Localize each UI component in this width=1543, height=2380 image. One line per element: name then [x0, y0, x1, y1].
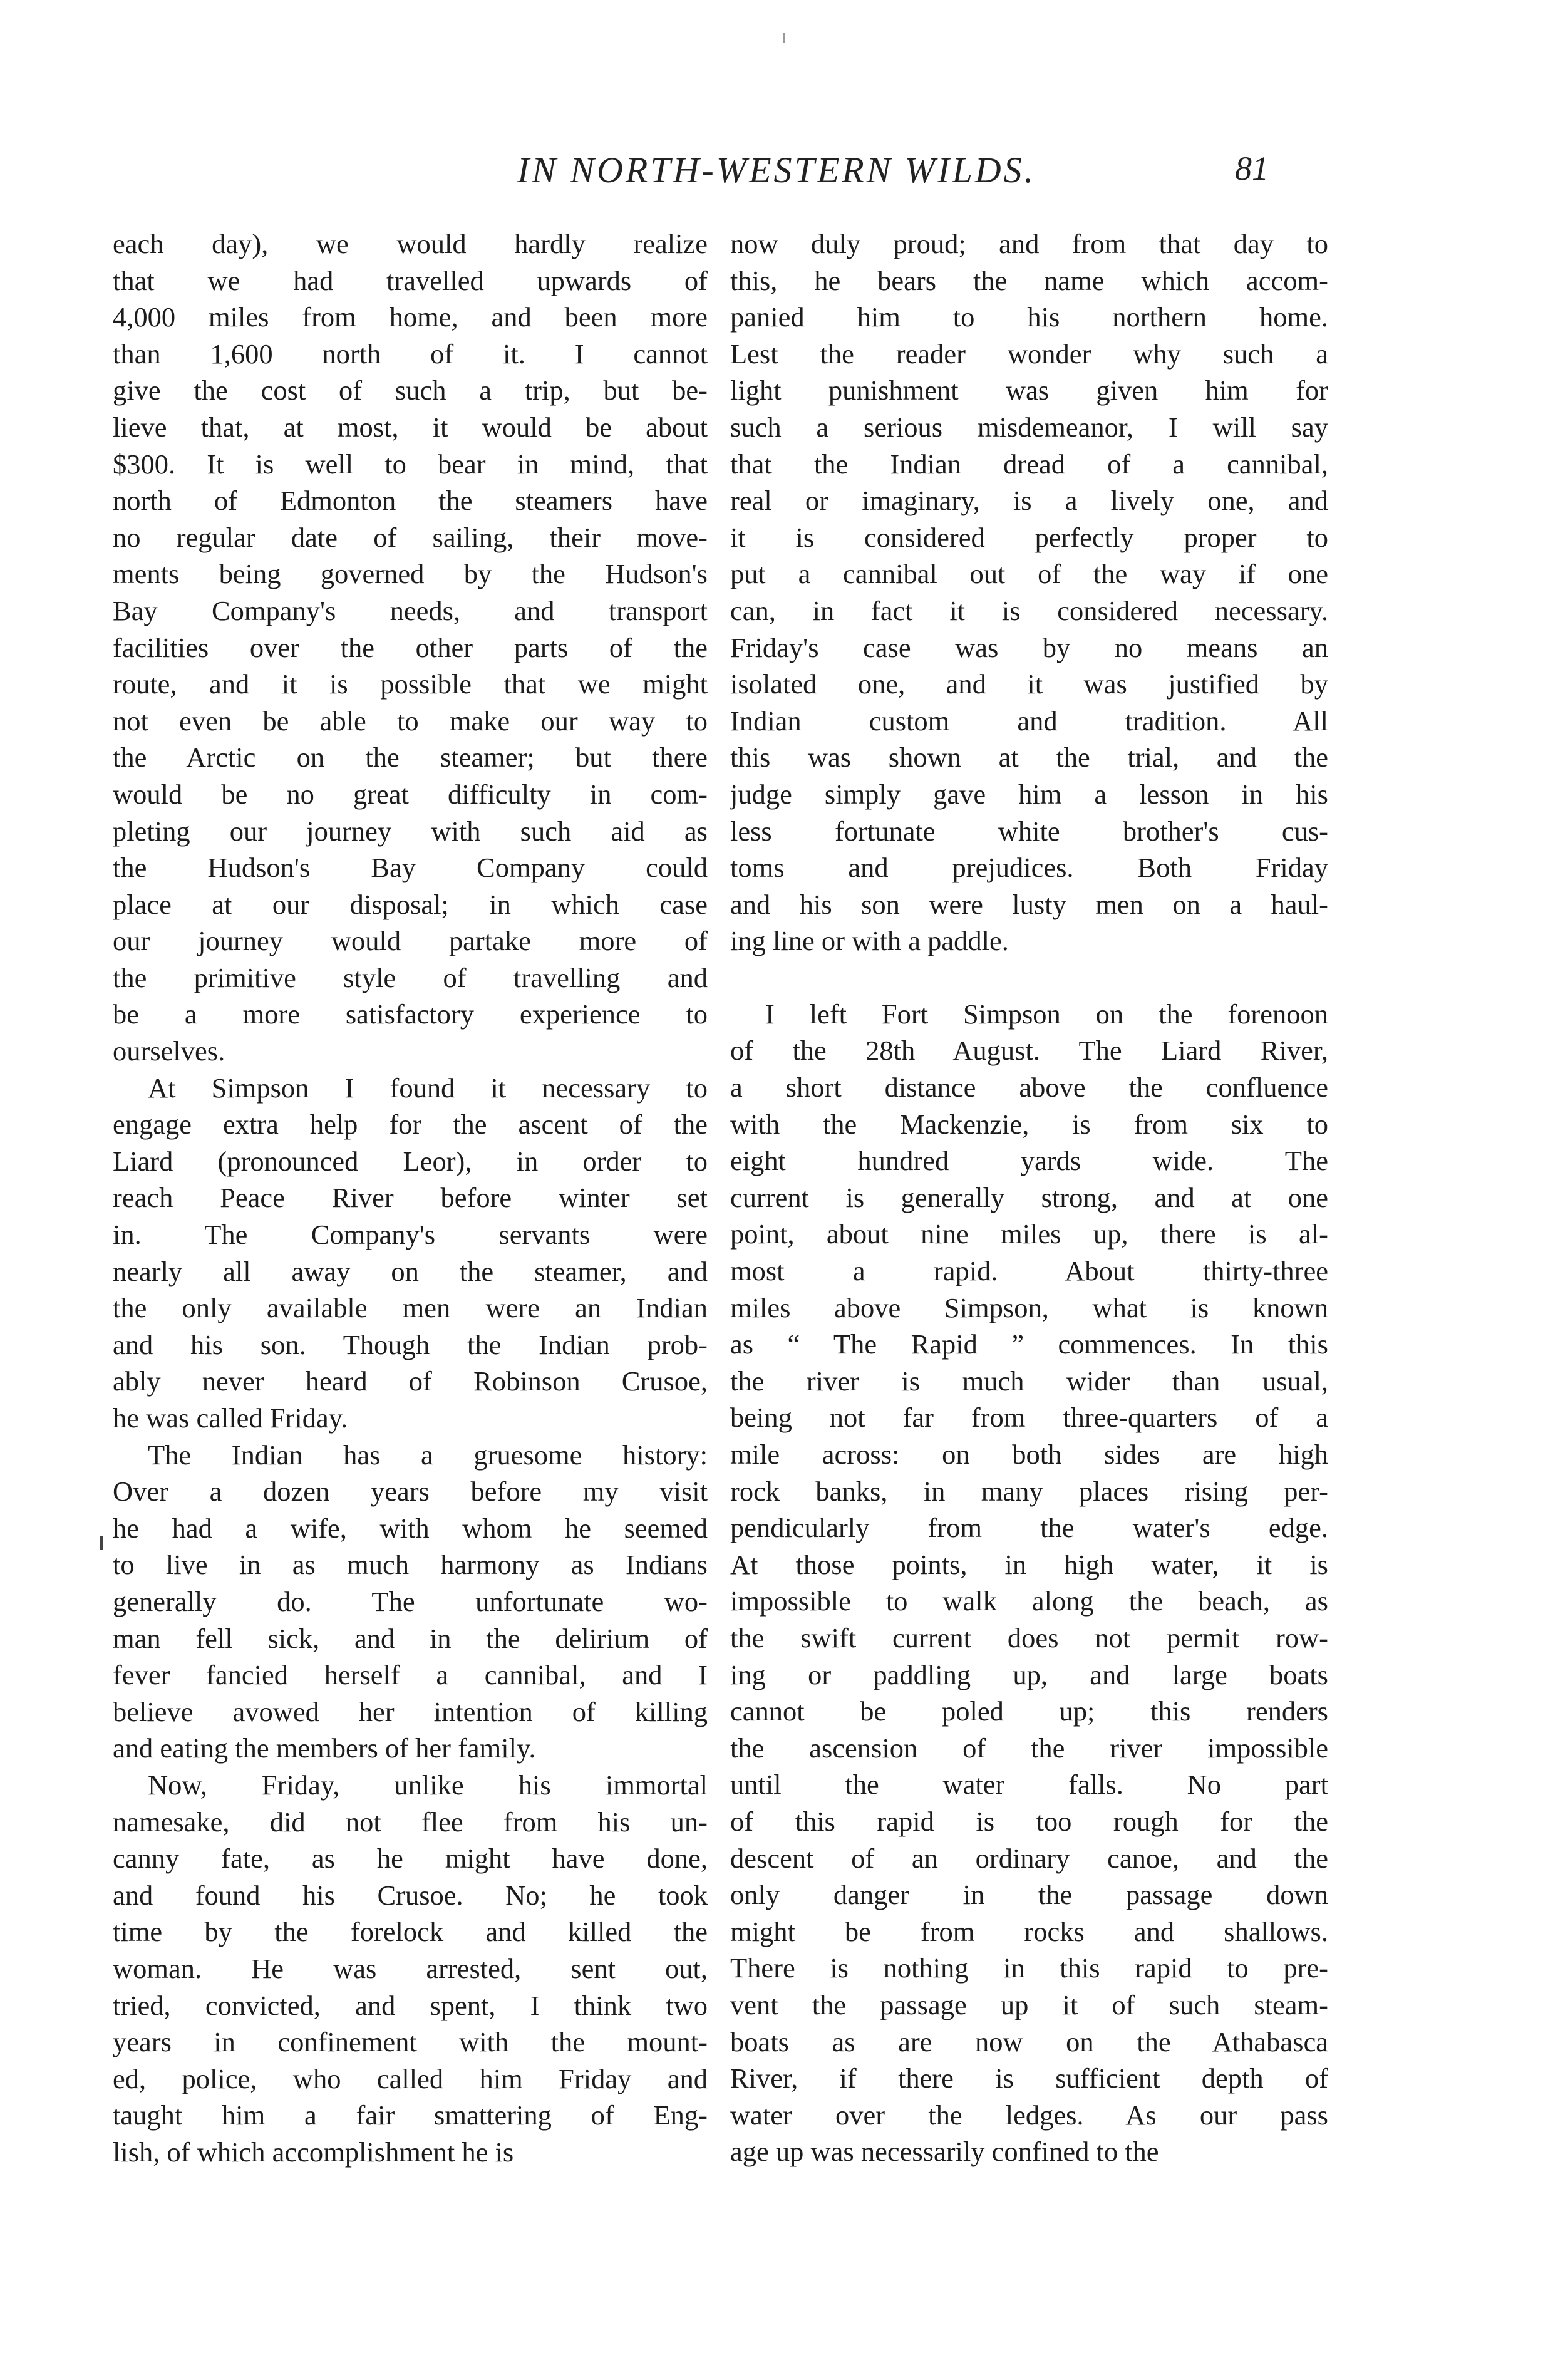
text-line: put a cannibal out of the way if one — [730, 558, 1328, 590]
text-line: ing or paddling up, and large boats — [730, 1658, 1328, 1690]
text-line: only danger in the passage down — [730, 1879, 1328, 1911]
paragraph — [730, 996, 1328, 2170]
text-line: Friday's case was by no means an — [730, 631, 1328, 663]
text-line: nearly all away on the steamer, and — [113, 1255, 708, 1287]
text-line: vent the passage up it of such steam- — [730, 1989, 1328, 2020]
text-line: ments being governed by the Hudson's — [113, 558, 708, 590]
text-line: toms and prejudices. Both Friday — [730, 852, 1328, 884]
text-line: ed, police, who called him Friday and — [113, 2062, 708, 2094]
text-line: engage extra help for the ascent of the — [113, 1109, 708, 1141]
text-line: light punishment was given him for — [730, 375, 1328, 406]
text-line: such a serious misdemeanor, I will say — [730, 411, 1328, 443]
text-line: place at our disposal; in which case — [113, 888, 708, 920]
text-line: being not far from three-quarters of a — [730, 1402, 1328, 1434]
text-line: not even be able to make our way to — [113, 705, 708, 737]
text-line: time by the forelock and killed the — [113, 1916, 708, 1948]
text-line: he had a wife, with whom he seemed — [113, 1512, 708, 1544]
text-line: cannot be poled up; this renders — [730, 1695, 1328, 1727]
text-line: Indian custom and tradition. All — [730, 705, 1328, 737]
text-line: descent of an ordinary canoe, and the — [730, 1842, 1328, 1874]
text-line: ourselves. — [113, 1035, 225, 1067]
text-line: lieve that, at most, it would be about — [113, 411, 708, 443]
paragraph — [113, 1767, 708, 2171]
running-title: IN NORTH-WESTERN WILDS. — [517, 150, 1036, 190]
text-line: current is generally strong, and at one — [730, 1181, 1328, 1213]
text-line: north of Edmonton the steamers have — [113, 485, 708, 517]
text-line: panied him to his northern home. — [730, 301, 1328, 333]
paragraph — [113, 1437, 708, 1767]
text-line: $300. It is well to bear in mind, that — [113, 448, 708, 480]
text-line: each day), we would hardly realize — [113, 228, 708, 259]
text-line: Now, Friday, unlike his immortal — [148, 1769, 708, 1801]
text-line: real or imaginary, is a lively one, and — [730, 485, 1328, 517]
text-line: the swift current does not permit row- — [730, 1622, 1328, 1653]
text-line: the only available men were an Indian — [113, 1292, 708, 1324]
text-line: and his son were lusty men on a haul- — [730, 888, 1328, 920]
text-line: the ascension of the river impossible — [730, 1732, 1328, 1764]
text-line: reach Peace River before winter set — [113, 1182, 708, 1214]
text-line: of the 28th August. The Liard River, — [730, 1035, 1328, 1067]
paragraph — [113, 225, 708, 1070]
text-line: pendicularly from the water's edge. — [730, 1512, 1328, 1544]
text-line: and found his Crusoe. No; he took — [113, 1879, 708, 1911]
text-line: Bay Company's needs, and transport — [113, 594, 708, 626]
text-line: eight hundred yards wide. The — [730, 1145, 1328, 1177]
text-line: with the Mackenzie, is from six to — [730, 1108, 1328, 1140]
text-line: boats as are now on the Athabasca — [730, 2026, 1328, 2057]
text-line: believe avowed her intention of killing — [113, 1695, 708, 1727]
paragraph-gap — [730, 960, 1328, 996]
text-line: and his son. Though the Indian prob- — [113, 1328, 708, 1360]
text-line: I left Fort Simpson on the forenoon — [765, 998, 1328, 1030]
text-line: River, if there is sufficient depth of — [730, 2062, 1328, 2094]
text-line: tried, convicted, and spent, I think two — [113, 1989, 708, 2021]
text-line: of this rapid is too rough for the — [730, 1805, 1328, 1837]
text-line: now duly proud; and from that day to — [730, 228, 1328, 259]
text-line: mile across: on both sides are high — [730, 1439, 1328, 1470]
text-line: man fell sick, and in the delirium of — [113, 1622, 708, 1654]
text-line: would be no great difficulty in com- — [113, 778, 708, 810]
text-line: lish, of which accomplishment he is — [113, 2136, 514, 2168]
text-line: route, and it is possible that we might — [113, 668, 708, 700]
text-line: he was called Friday. — [113, 1402, 348, 1434]
text-line: less fortunate white brother's cus- — [730, 815, 1328, 847]
text-line: no regular date of sailing, their move- — [113, 521, 708, 553]
page-number: 81 — [1235, 150, 1269, 187]
text-line: give the cost of such a trip, but be- — [113, 375, 708, 406]
left-column — [113, 225, 708, 2170]
text-line: until the water falls. No part — [730, 1769, 1328, 1801]
text-line: that we had travelled upwards of — [113, 264, 708, 296]
text-line: in. The Company's servants were — [113, 1219, 708, 1251]
text-line: miles above Simpson, what is known — [730, 1291, 1328, 1323]
text-line: water over the ledges. As our pass — [730, 2099, 1328, 2131]
text-line: be a more satisfactory experience to — [113, 998, 708, 1030]
text-line: our journey would partake more of — [113, 925, 708, 957]
text-line: impossible to walk along the beach, as — [730, 1585, 1328, 1617]
text-line: years in confinement with the mount- — [113, 2026, 708, 2058]
text-line: it is considered perfectly proper to — [730, 521, 1328, 553]
text-line: this, he bears the name which accom- — [730, 264, 1328, 296]
text-line: than 1,600 north of it. I cannot — [113, 338, 708, 370]
text-line: woman. He was arrested, sent out, — [113, 1952, 708, 1984]
text-line: ably never heard of Robinson Crusoe, — [113, 1365, 708, 1397]
text-line: most a rapid. About thirty-three — [730, 1255, 1328, 1287]
text-line: isolated one, and it was justified by — [730, 668, 1328, 700]
text-line: There is nothing in this rapid to pre- — [730, 1952, 1328, 1984]
scan-mark — [783, 33, 785, 43]
text-line: to live in as much harmony as Indians — [113, 1549, 708, 1581]
text-line: this was shown at the trial, and the — [730, 742, 1328, 773]
text-line: pleting our journey with such aid as — [113, 815, 708, 847]
paragraph — [113, 1070, 708, 1437]
text-line: Liard (pronounced Leor), in order to — [113, 1145, 708, 1177]
text-line: The Indian has a gruesome history: — [148, 1439, 708, 1471]
text-line: a short distance above the confluence — [730, 1072, 1328, 1104]
text-line: and eating the members of her family. — [113, 1732, 536, 1764]
text-line: At those points, in high water, it is — [730, 1548, 1328, 1580]
text-line: 4,000 miles from home, and been more — [113, 301, 708, 333]
text-line: facilities over the other parts of the — [113, 631, 708, 663]
text-line: At Simpson I found it necessary to — [148, 1072, 708, 1104]
text-line: the Hudson's Bay Company could — [113, 852, 708, 884]
text-line: as “ The Rapid ” commences. In this — [730, 1328, 1328, 1360]
text-line: taught him a fair smattering of Eng- — [113, 2099, 708, 2131]
text-line: that the Indian dread of a cannibal, — [730, 448, 1328, 480]
text-line: canny fate, as he might have done, — [113, 1843, 708, 1875]
right-column — [730, 225, 1328, 2170]
text-line: the Arctic on the steamer; but there — [113, 742, 708, 773]
text-line: Lest the reader wonder why such a — [730, 338, 1328, 370]
text-line: age up was necessarily confined to the — [730, 2136, 1159, 2168]
text-line: fever fancied herself a cannibal, and I — [113, 1659, 708, 1691]
text-line: the primitive style of travelling and — [113, 961, 708, 993]
paragraph — [730, 225, 1328, 960]
text-line: rock banks, in many places rising per- — [730, 1475, 1328, 1507]
margin-mark — [100, 1536, 103, 1550]
text-line: namesake, did not flee from his un- — [113, 1806, 708, 1838]
text-line: might be from rocks and shallows. — [730, 1915, 1328, 1947]
text-line: Over a dozen years before my visit — [113, 1476, 708, 1508]
text-line: generally do. The unfortunate wo- — [113, 1585, 708, 1617]
text-line: can, in fact it is considered necessary. — [730, 594, 1328, 626]
text-line: ing line or with a paddle. — [730, 925, 1009, 957]
text-line: judge simply gave him a lesson in his — [730, 778, 1328, 810]
text-line: point, about nine miles up, there is al- — [730, 1218, 1328, 1250]
text-line: the river is much wider than usual, — [730, 1365, 1328, 1397]
